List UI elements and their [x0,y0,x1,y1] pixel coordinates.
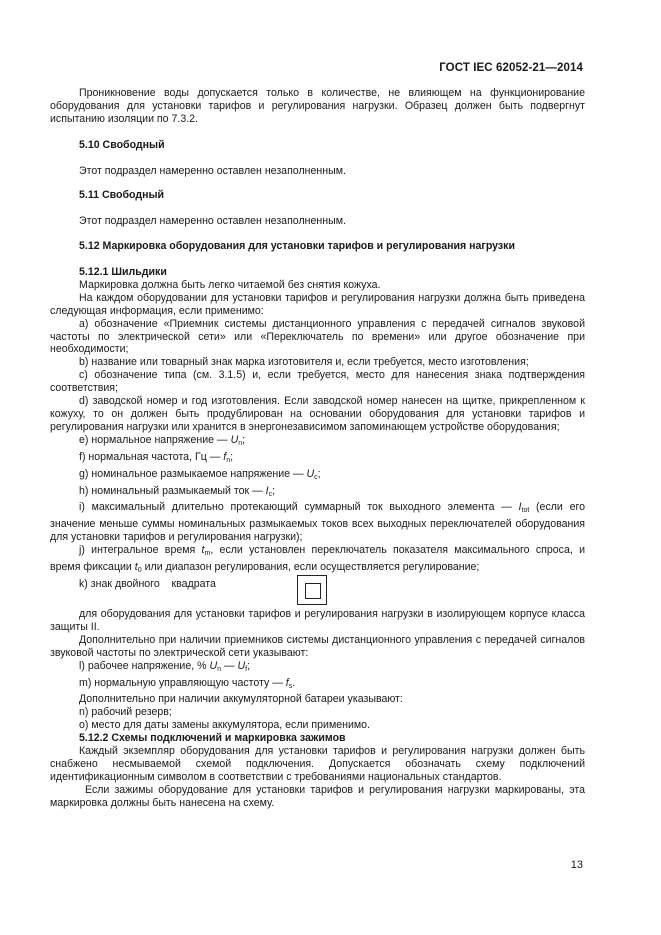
subsection-5-12-2-title: 5.12.2 Схемы подключений и маркировка зажимов [79,732,346,745]
subscript-n: n [238,439,243,447]
list-item-j-text-end: или диапазон регулирования, если осуществляется регулирование; [141,561,480,574]
list-item-g-text: g) номинальное размыкаемое напряжение — [79,467,307,480]
section-5-10-text: Этот подраздел намеренно оставлен незаполненным. [79,165,346,177]
list-item-e-text: e) нормальное напряжение — [79,433,231,446]
list-item-m-text: m) нормальную управляющую частоту — [79,676,286,689]
symbol-t: t [201,544,205,557]
list-item-i-text-end: (если его значение меньше суммы номинальных размыкаемых токов всех выходных переключателей оборудования для установки тарифов и регулирования нагрузки); [50,501,585,544]
ripple-receiver-text: Дополнительно при наличии приемников системы дистанционного управления с передачей сигналов звуковой частоты по электрической сети указывают: [50,633,585,659]
class-ii-text: для оборудования для установки тарифов и регулирования нагрузки в изолирующем корпусе класса защиты II. [50,608,585,633]
subscript-s: s [288,682,293,690]
page-number: 13 [570,859,583,871]
list-item-i [50,501,585,544]
double-square-symbol [297,575,327,605]
document-code: ГОСТ IEC 62052-21—2014 [439,62,583,74]
symbol-i: I [518,501,522,514]
section-5-12 [50,240,585,253]
list-item-f: f) нормальная частота, Гц — $f_n$; [79,450,234,464]
subscript-f: f [245,665,248,673]
list-item-k: k) знак двойного квадрата [79,577,216,590]
subscript-0: 0 [137,567,142,575]
intro-paragraph [50,87,585,126]
list-item-e: e) нормальное напряжение — $U_n$; [79,433,246,447]
section-5-12-body [50,266,585,591]
section-5-11 [50,189,585,202]
section-5-11-text: Этот подраздел намеренно оставлен незаполненным. [79,215,346,227]
terminals-text: Если зажимы оборудование для установки тарифов и регулирования нагрузки маркированы, эта маркировка должны быть нанесена на схему. [50,783,585,809]
subscript-tot: tot [521,507,530,515]
list-item-j-text: j) интегральное время [79,544,202,557]
list-item-o: o) место для даты замены аккумулятора, если применимо. [79,719,371,732]
dash: — [221,659,238,672]
section-5-10 [50,139,585,152]
list-item-a: a) обозначение «Приемник системы дистанционного управления с передачей сигналов звуковой частоты по электрической сети» или «Переключатель по времени» или другое обозначение при необходимости; [50,317,585,356]
list-item-j [50,544,585,578]
list-item-c: c) обозначение типа (см. 3.1.5) и, если требуется, место для нанесения знака подтверждения соответствия; [50,369,585,395]
water-ingress-text: Проникновение воды допускается только в количестве, не влияющем на функционирование оборудования для установки тарифов и регулирования нагрузки. Образец должен быть подвергнут испытанию изоляции по 7.3.2. [50,87,585,125]
symbol-u: U [237,659,246,672]
subscript-m: m [204,550,211,558]
section-5-10-body [50,165,585,178]
list-item-j-text-mid: , если установлен переключатель показателя максимального спроса, и время фиксации [50,544,585,574]
list-item-m: m) нормальную управляющую частоту — $f_s$. [79,676,296,690]
list-item-l-text: l) рабочее напряжение, % [79,659,210,672]
symbol-t: t [134,561,138,574]
information-text: На каждом оборудовании для установки тарифов и регулирования нагрузки должна быть приведена следующая информация, если применимо: [50,291,585,317]
list-item-d: d) заводской номер и год изготовления. Если заводской номер нанесен на щитке, прикрепленном к кожуху, то он должен быть продублирован на основании оборудования для установки тарифов и регулирования нагрузки или хранится в энергонезависимом запоминающем устройстве оборудования; [50,395,585,433]
symbol-f: f [223,450,227,463]
list-item-g: g) номинальное размыкаемое напряжение — $U_c$; [79,467,321,481]
section-5-12-body-continued [50,608,585,810]
double-square-inner [305,583,321,599]
list-item-h: h) номинальный размыкаемый ток — $I_c$; [79,484,276,498]
subscript-c: c [314,473,318,481]
legibility-text: Маркировка должна быть легко читаемой без снятия кожуха. [79,278,381,291]
subscript-c: c [268,490,273,498]
symbol-u: U [306,467,315,480]
battery-text: Дополнительно при наличии аккумуляторной батареи указывают: [79,693,403,706]
list-item-f-text: f) нормальная частота, Гц — [79,450,224,463]
symbol-u: U [230,433,239,446]
list-item-b: b) название или товарный знак марка изготовителя и, если требуется, место изготовления; [79,356,529,369]
list-item-l: l) рабочее напряжение, % $U_n$ — $U_f$; [79,659,251,673]
section-5-12-title: 5.12 Маркировка оборудования для установки тарифов и регулирования нагрузки [79,240,515,252]
list-item-h-text: h) номинальный размыкаемый ток — [79,484,266,497]
section-5-11-body [50,215,585,228]
section-5-10-title: 5.10 Свободный [79,139,165,151]
symbol-f: f [285,676,289,689]
symbol-u: U [209,659,218,672]
symbol-i: I [265,484,269,497]
list-item-i-text: i) максимальный длительно протекающий суммарный ток выходного элемента — [79,501,519,514]
section-5-11-title: 5.11 Свободный [79,189,165,201]
subscript-n: n [217,665,222,673]
connection-scheme-text: Каждый экземпляр оборудования для установки тарифов и регулирования нагрузки должен быть снабжено несмываемой схемой подключения. Допускается обозначать схему подключений идентификационным символом в соответствии с требованиями национальных стандартов. [50,745,585,783]
subscript-n: n [226,456,231,464]
subsection-5-12-1-title: 5.12.1 Шильдики [79,266,167,278]
list-item-n: n) рабочий резерв; [79,706,172,719]
